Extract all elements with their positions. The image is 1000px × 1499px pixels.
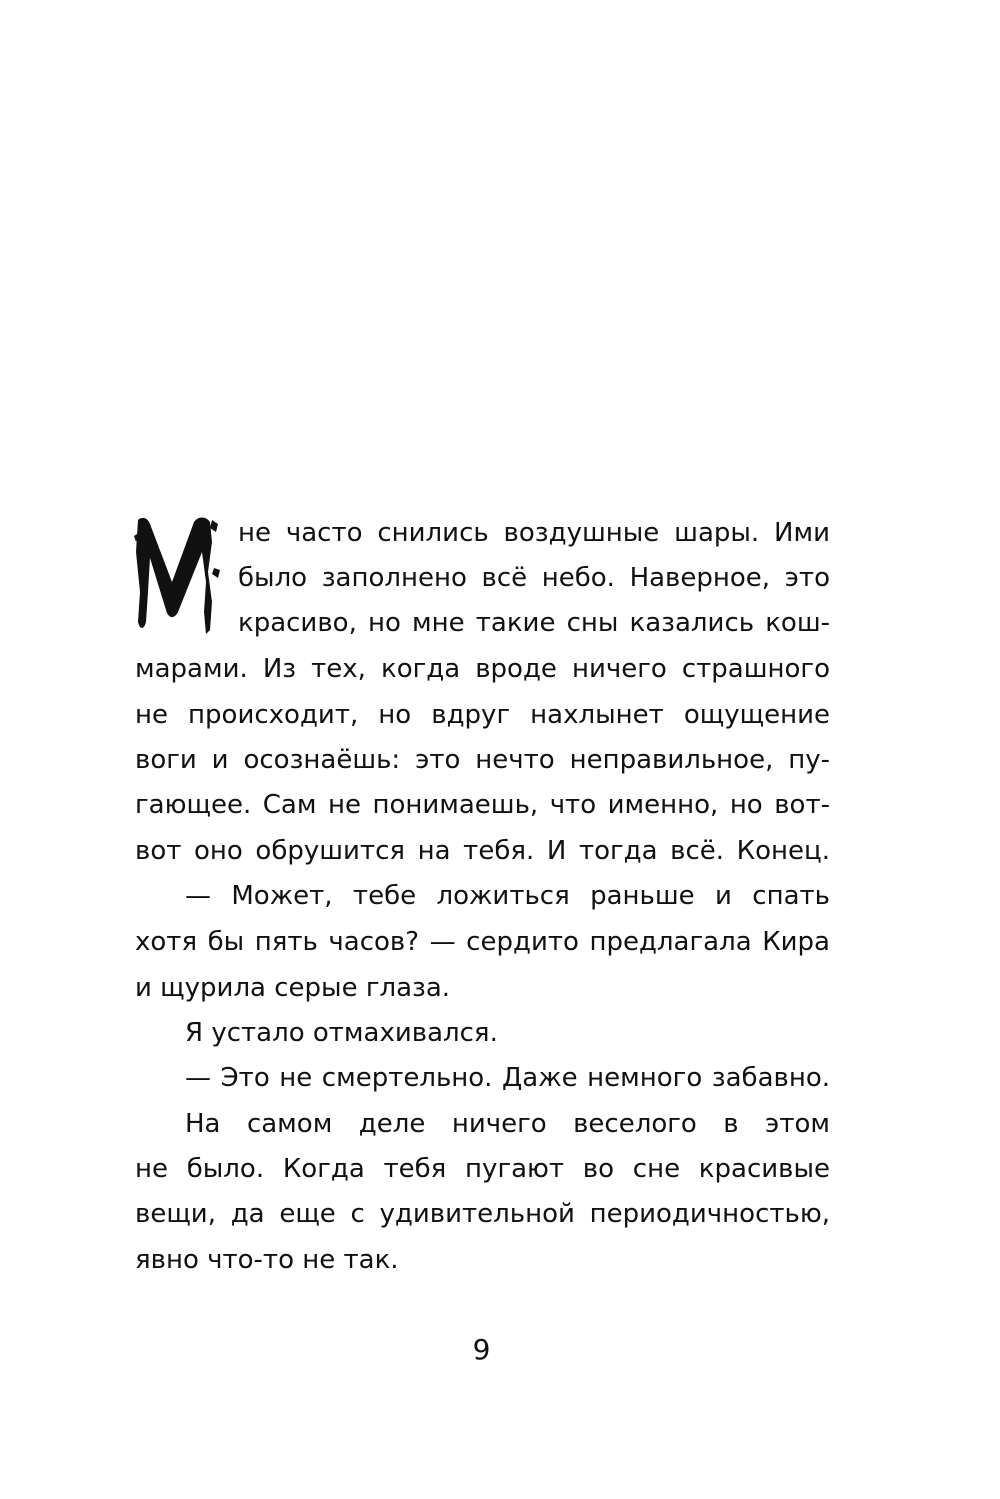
text-line: было заполнено всё небо. Наверное, это bbox=[238, 563, 830, 593]
text-line: не часто снились воздушные шары. Ими bbox=[238, 518, 830, 548]
text-line: гающее. Сам не понимаешь, что именно, но вот- bbox=[135, 790, 830, 820]
text-line: На самом деле ничего веселого в этом bbox=[185, 1109, 830, 1139]
text-line: марами. Из тех, когда вроде ничего страшного bbox=[135, 654, 830, 684]
page-number: 9 bbox=[472, 1333, 491, 1366]
text-line: не было. Когда тебя пугают во сне красивые bbox=[135, 1154, 830, 1184]
text-line: хотя бы пять часов? — сердито предлагала Кира bbox=[135, 927, 830, 957]
text-line: вещи, да еще с удивительной периодичностью, bbox=[135, 1199, 830, 1229]
text-line: — Может, тебе ложиться раньше и спать bbox=[185, 881, 830, 911]
text-line: воги и осознаёшь: это нечто неправильное, пу- bbox=[135, 745, 830, 775]
text-line: — Это не смертельно. Даже немного забавно. bbox=[185, 1063, 830, 1093]
text-line: красиво, но мне такие сны казались кош- bbox=[238, 608, 830, 638]
text-line: Я устало отмахивался. bbox=[185, 1018, 498, 1048]
drop-cap-m bbox=[132, 512, 224, 640]
text-line: вот оно обрушится на тебя. И тогда всё. Конец. bbox=[135, 836, 830, 866]
text-line: не происходит, но вдруг нахлынет ощущение bbox=[135, 700, 830, 730]
text-line: и щурила серые глаза. bbox=[135, 973, 451, 1003]
text-line: явно что-то не так. bbox=[135, 1245, 399, 1275]
